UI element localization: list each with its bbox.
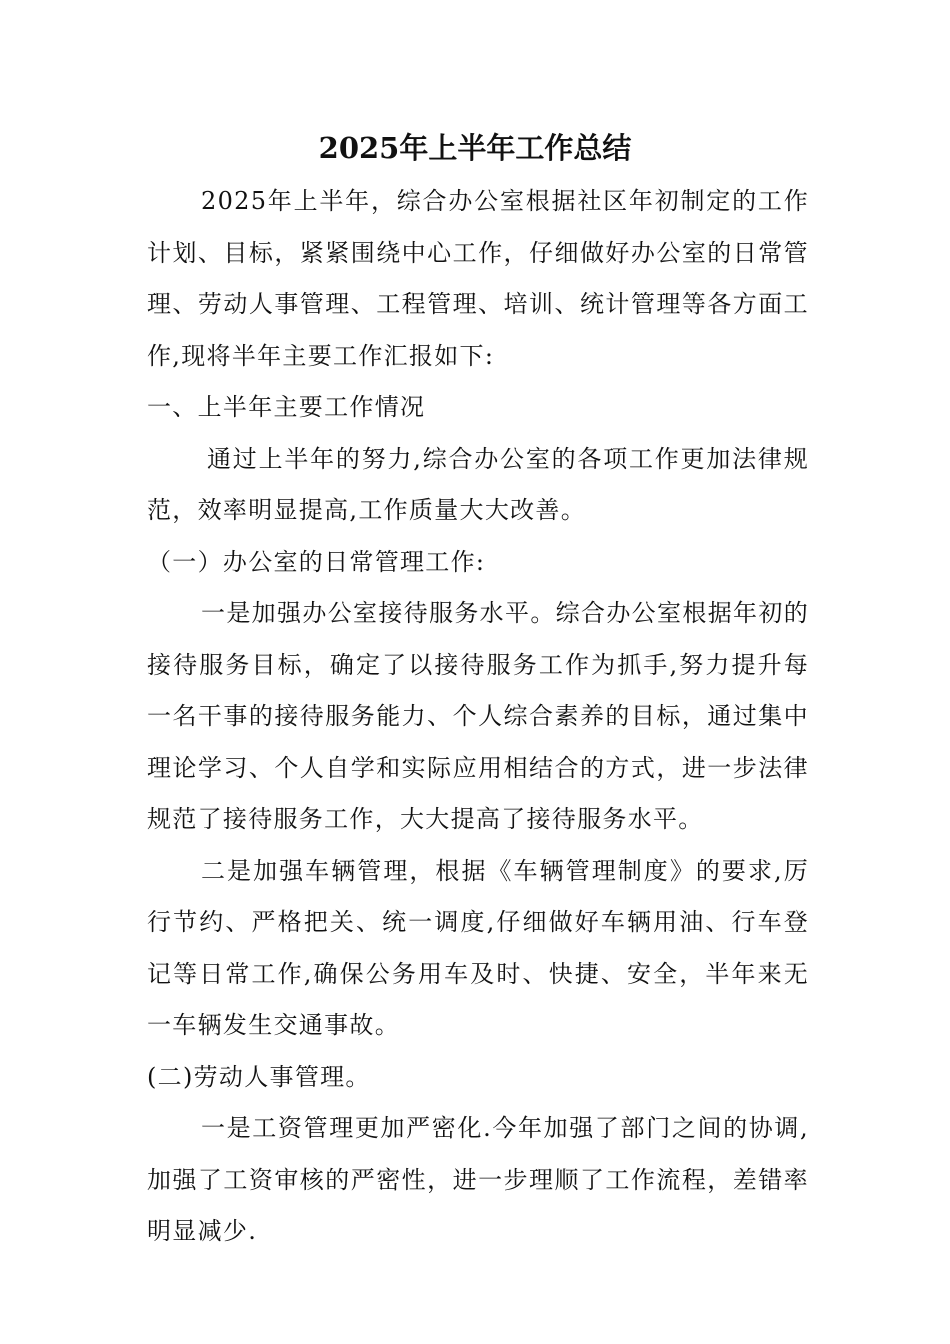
subsection-heading-1: （一）办公室的日常管理工作: [147, 547, 486, 576]
paragraph-intro: 2025年上半年，综合办公室根据社区年初制定的工作计划、目标，紧紧围绕中心工作，仔细做好办公室的日常管理、劳动人事管理、工程管理、培训、统计管理等各方面工作,现将半年主要工作汇报如下: [147, 187, 809, 370]
paragraph-salary: 一是工资管理更加严密化.今年加强了部门之间的协调,加强了工资审核的严密性，进一步理顺了工作流程，差错率明显减少. [147, 1114, 809, 1245]
paragraph-vehicles: 二是加强车辆管理，根据《车辆管理制度》的要求,厉行节约、严格把关、统一调度,仔细做好车辆用油、行车登记等日常工作,确保公务用车及时、快捷、安全，半年来无一车辆发生交通事故。 [147, 856, 809, 1039]
document-title: 2025年上半年工作总结 [318, 131, 632, 165]
paragraph-summary: 通过上半年的努力,综合办公室的各项工作更加法律规范，效率明显提高,工作质量大大改善。 [147, 444, 809, 524]
paragraph-reception: 一是加强办公室接待服务水平。综合办公室根据年初的接待服务目标，确定了以接待服务工作为抓手,努力提升每一名干事的接待服务能力、个人综合素养的目标，通过集中理论学习、个人自学和实际应用相结合的方式，进一步法律规范了接待服务工作，大大提高了接待服务水平。 [147, 599, 809, 833]
subsection-heading-2: (二)劳动人事管理。 [147, 1062, 371, 1091]
document-body [147, 176, 809, 1258]
section-heading-1: 一、上半年主要工作情况 [147, 393, 426, 421]
